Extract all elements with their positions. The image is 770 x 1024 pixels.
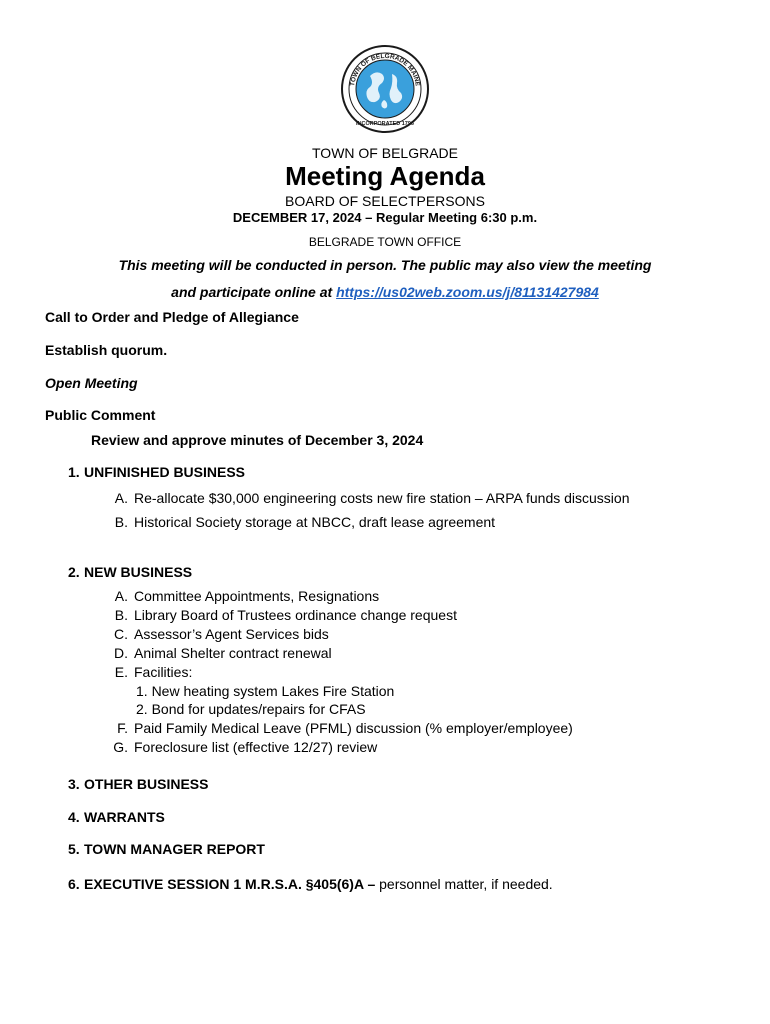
open-meeting: Open Meeting [45,375,138,391]
list-item: B. Historical Society storage at NBCC, draft lease agreement [114,514,496,530]
list-item: F. Paid Family Medical Leave (PFML) discussion (% employer/employee) [117,720,573,736]
page-title: Meeting Agenda [285,161,485,191]
town-seal-icon [340,44,430,134]
facilities-subitem: 1. New heating system Lakes Fire Station [136,683,395,699]
svg-text:TOWN OF BELGRADE MAINE: TOWN OF BELGRADE MAINE [349,52,421,87]
svg-text:INCORPORATED 1796: INCORPORATED 1796 [356,121,414,127]
meeting-location: BELGRADE TOWN OFFICE [308,235,462,249]
town-name: TOWN OF BELGRADE [312,145,458,161]
section-new-business: 2. NEW BUSINESS [68,564,193,580]
list-item: E. Facilities: [114,664,193,680]
section-unfinished-business: 1. UNFINISHED BUSINESS [68,464,246,480]
list-item: G. Foreclosure list (effective 12/27) review [113,739,378,755]
public-comment: Public Comment [45,407,156,423]
facilities-subitem: 2. Bond for updates/repairs for CFAS [136,701,366,717]
meeting-date: DECEMBER 17, 2024 – Regular Meeting 6:30 p.m. [232,210,538,225]
notice-prefix: and participate online at [171,284,337,300]
section-town-manager-report: 5. TOWN MANAGER REPORT [68,841,265,857]
list-item: C. Assessor’s Agent Services bids [114,626,329,642]
notice-line-2 [0,284,770,300]
establish-quorum: Establish quorum. [45,342,168,358]
notice-line-1: This meeting will be conducted in person. The public may also view the meeting [118,257,652,273]
list-item: A. Committee Appointments, Resignations [114,588,380,604]
approve-minutes: Review and approve minutes of December 3, 2024 [91,432,424,448]
call-to-order: Call to Order and Pledge of Allegiance [45,309,299,325]
zoom-link[interactable]: https://us02web.zoom.us/j/81131427984 [336,284,599,300]
section-other-business: 3. OTHER BUSINESS [68,776,209,792]
list-item: A. Re-allocate $30,000 engineering costs new fire station – ARPA funds discussion [114,490,630,506]
section-warrants: 4. WARRANTS [68,809,165,825]
section-executive-session: 6. EXECUTIVE SESSION 1 M.R.S.A. §405(6)A – personnel matter, if needed. [68,876,553,892]
board-name: BOARD OF SELECTPERSONS [285,193,485,209]
list-item: D. Animal Shelter contract renewal [114,645,332,661]
list-item: B. Library Board of Trustees ordinance change request [114,607,457,623]
